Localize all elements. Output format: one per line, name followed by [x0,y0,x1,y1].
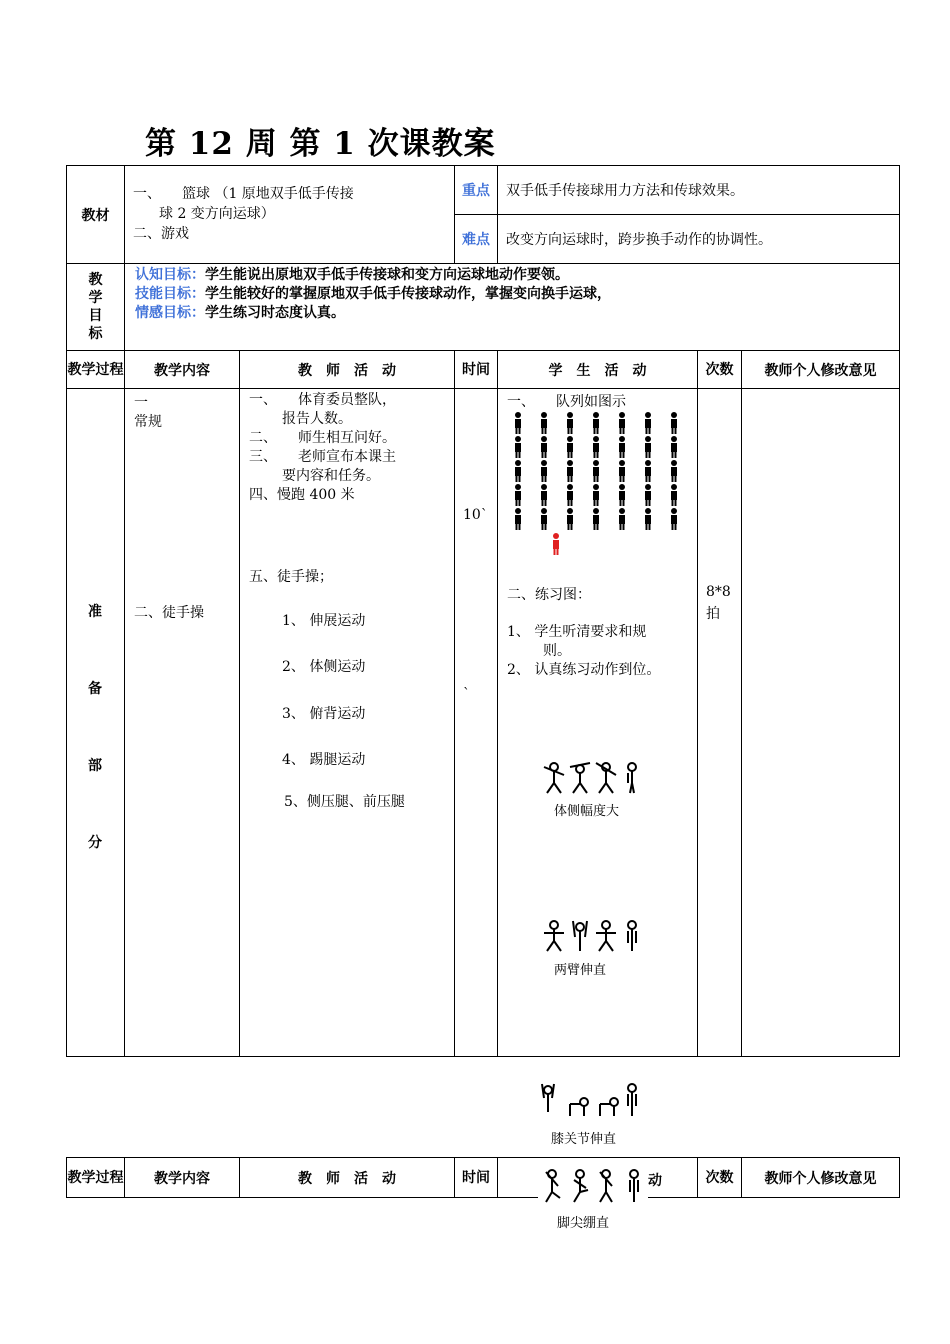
figure-caption-3: 膝关节伸直 [551,1132,617,1147]
prep-teacher-activity: 一、 体育委员整队， 报告人数。 二、 师生相互问好。 三、 老师宣布本课主 要内容和任务。 四、慢跑 400 米 五、徒手操； 1、 伸展运动 2、 体侧运动 3、 俯背运动 4、 踢腿运动 5、侧压腿、前压腿 [240,389,455,1057]
stick-figure-group-4 [540,1168,650,1206]
student-figure [541,436,547,458]
student-figure [541,484,547,506]
col-process-2: 教学过程 [67,1158,125,1198]
student-figure [567,508,573,530]
jiaocai-line-1: 一、 篮球 （1 原地双手低手传接 [133,186,354,202]
col-content: 教学内容 [125,351,240,389]
student-figure [671,460,677,482]
student-figure [645,484,651,506]
col-content-2: 教学内容 [125,1158,240,1198]
student-figure [567,484,573,506]
figure-caption-2: 两臂伸直 [554,963,607,978]
goals-label: 教 学 目 标 [67,264,125,351]
student-figure [567,460,573,482]
col-opinion-2: 教师个人修改意见 [742,1158,900,1198]
zhongdian-text: 双手低手传接球用力方法和传球效果。 [498,166,900,215]
student-figure [619,460,625,482]
col-student: 学 生 活 动 [498,351,698,389]
student-figure [619,412,625,434]
jiaocai-line-3: 二、游戏 [133,226,189,242]
col-teacher-2: 教 师 活 动 [240,1158,455,1198]
student-figure [645,460,651,482]
student-figure [567,436,573,458]
student-figure [619,436,625,458]
prep-student-activity: 一、 队列如图示 二、练习图： 1、 学生听清要求和规 则。 2、 认真练习动作到位。 体侧幅度大 两臂伸直 [498,389,698,1057]
jiaocai-content [125,166,455,264]
student-figure [671,412,677,434]
student-figure [645,508,651,530]
goal-skill: 技能目标：学生能较好的掌握原地双手低手传接球动作，掌握变向换手运球， [135,286,611,302]
figure-caption-4: 脚尖绷直 [557,1216,610,1231]
student-figure [671,436,677,458]
student-figure [671,508,677,530]
stick-figure-group-1 [542,761,652,799]
student-figure [515,484,521,506]
student-figure [541,412,547,434]
student-figure [619,484,625,506]
student-figure [515,436,521,458]
goals-content [125,264,900,351]
student-figure [645,412,651,434]
student-figure [541,460,547,482]
student-figure [619,508,625,530]
stick-figure-group-3 [538,1082,648,1122]
prep-section-label: 准 备 部 分 [67,389,125,1057]
student-figure [593,436,599,458]
zhongdian-label: 重点 [455,166,498,215]
student-figure [567,412,573,434]
student-figure [515,508,521,530]
prep-opinion [742,389,900,1057]
nandian-label: 难点 [455,215,498,264]
student-figure [541,508,547,530]
goal-affective: 情感目标：学生练习时态度认真。 [135,305,345,321]
student-figure [593,412,599,434]
col-count-2: 次数 [698,1158,742,1198]
col-time: 时间 [455,351,498,389]
goal-cognitive: 认知目标：学生能说出原地双手低手传接球和变方向运球地动作要领。 [135,267,569,283]
student-figure [515,412,521,434]
student-figure [593,484,599,506]
col-time-2: 时间 [455,1158,498,1198]
jiaocai-line-2: 球 2 变方向运球） [159,206,275,222]
figure-caption-1: 体侧幅度大 [554,804,620,819]
student-figure [645,436,651,458]
nandian-text: 改变方向运球时，跨步换手动作的协调性。 [498,215,900,264]
formation-diagram [510,409,690,559]
col-count: 次数 [698,351,742,389]
stick-figure-group-2 [542,919,652,957]
col-process: 教学过程 [67,351,125,389]
student-activity-tail: 动 [648,1173,662,1189]
student-figure [593,508,599,530]
student-figure [671,484,677,506]
prep-time: 10` ` [455,389,498,1057]
lesson-plan-table-continued [66,1157,900,1198]
prep-content: 一 常规 二、徒手操 [125,389,240,1057]
jiaocai-label: 教材 [67,166,125,264]
student-figure [515,460,521,482]
col-teacher: 教 师 活 动 [240,351,455,389]
col-opinion: 教师个人修改意见 [742,351,900,389]
lesson-plan-table [66,165,900,1057]
prep-count: 8*8 拍 [698,389,742,1057]
page-title: 第 12 周 第 1 次课教案 [145,126,496,162]
teacher-figure [553,533,559,555]
student-figure [593,460,599,482]
